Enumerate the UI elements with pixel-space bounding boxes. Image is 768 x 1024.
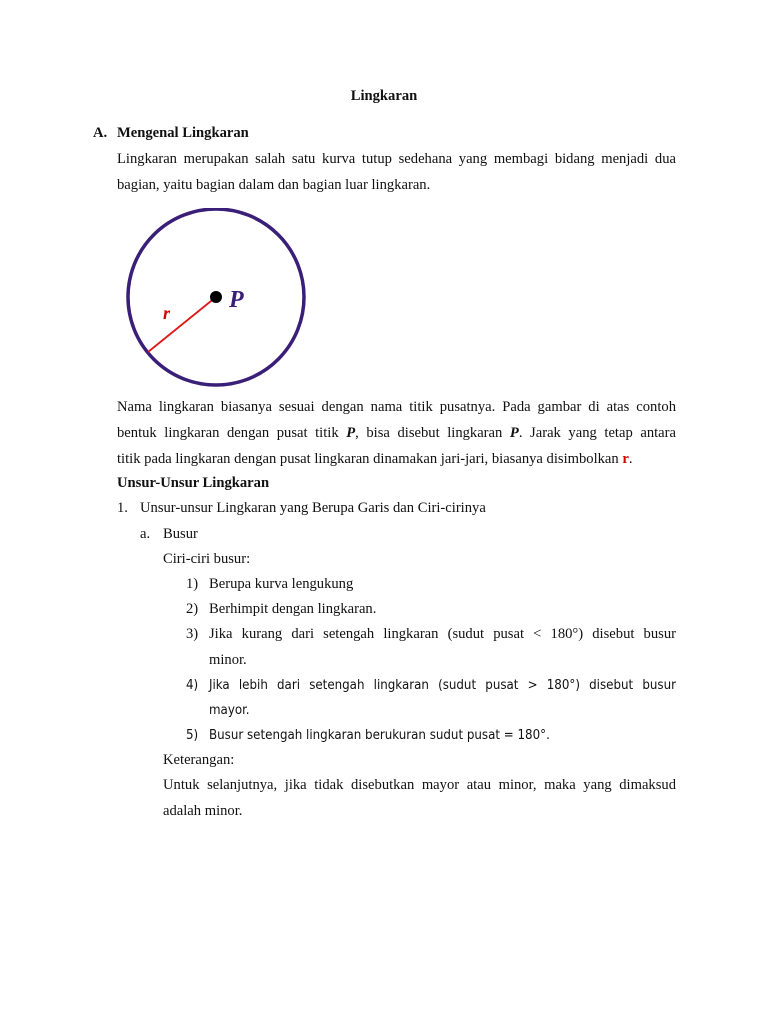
ciri-4-number: 4)	[186, 678, 199, 693]
section-a-heading: Mengenal Lingkaran	[117, 125, 249, 141]
ciri-3-text: Jika kurang dari setengah lingkaran (sudut pusat < 180°) disebut busur	[209, 626, 676, 642]
keterangan-line-1: Untuk selanjutnya, jika tidak disebutkan mayor atau minor, maka yang dimaksud	[163, 777, 676, 793]
item-1-number: 1.	[117, 500, 128, 516]
radius-symbol: r	[622, 451, 629, 467]
radius-line	[148, 297, 216, 352]
ciri-3-number: 3)	[186, 626, 199, 642]
radius-label: r	[163, 303, 171, 323]
ciri-2-text: Berhimpit dengan lingkaran.	[209, 601, 377, 617]
ciri-5-number: 5)	[186, 728, 199, 743]
ciri-3-continuation: minor.	[209, 652, 247, 668]
center-ref-p1: P	[346, 425, 356, 441]
ciri-heading: Ciri-ciri busur:	[163, 551, 251, 567]
ciri-1-number: 1)	[186, 576, 199, 592]
circle-diagram	[118, 208, 318, 388]
ciri-5-text: Busur setengah lingkaran berukuran sudut pusat = 180°.	[209, 728, 550, 743]
ciri-4-continuation: mayor.	[209, 703, 250, 718]
ciri-2-number: 2)	[186, 601, 199, 617]
keterangan-line-2: adalah minor.	[163, 803, 243, 819]
desc-line-3: titik pada lingkaran dengan pusat lingkaran dinamakan jari-jari, biasanya disimbolkan r.	[117, 451, 633, 467]
ciri-1-text: Berupa kurva lengukung	[209, 576, 354, 592]
desc-line-1: Nama lingkaran biasanya sesuai dengan nama titik pusatnya. Pada gambar di atas contoh	[117, 399, 676, 415]
sub-a-label: a.	[140, 526, 151, 542]
ciri-4-text: Jika lebih dari setengah lingkaran (sudut pusat > 180°) disebut busur	[209, 678, 676, 693]
intro-line-1: Lingkaran merupakan salah satu kurva tutup sedehana yang membagi bidang menjadi dua	[117, 151, 676, 167]
keterangan-heading: Keterangan:	[163, 752, 235, 768]
center-ref-p2: P	[509, 425, 519, 441]
center-point	[210, 291, 222, 303]
desc-line-2: bentuk lingkaran dengan pusat titik P, bisa disebut lingkaran P. Jarak yang tetap antara	[117, 425, 676, 441]
item-1-text: Unsur-unsur Lingkaran yang Berupa Garis dan Ciri-cirinya	[140, 500, 486, 516]
center-label: P	[229, 287, 244, 313]
page-title: Lingkaran	[350, 88, 418, 104]
intro-line-2: bagian, yaitu bagian dalam dan bagian luar lingkaran.	[117, 177, 431, 193]
section-a-label: A.	[93, 125, 108, 141]
unsur-heading: Unsur-Unsur Lingkaran	[117, 475, 270, 491]
sub-a-text: Busur	[163, 526, 198, 542]
